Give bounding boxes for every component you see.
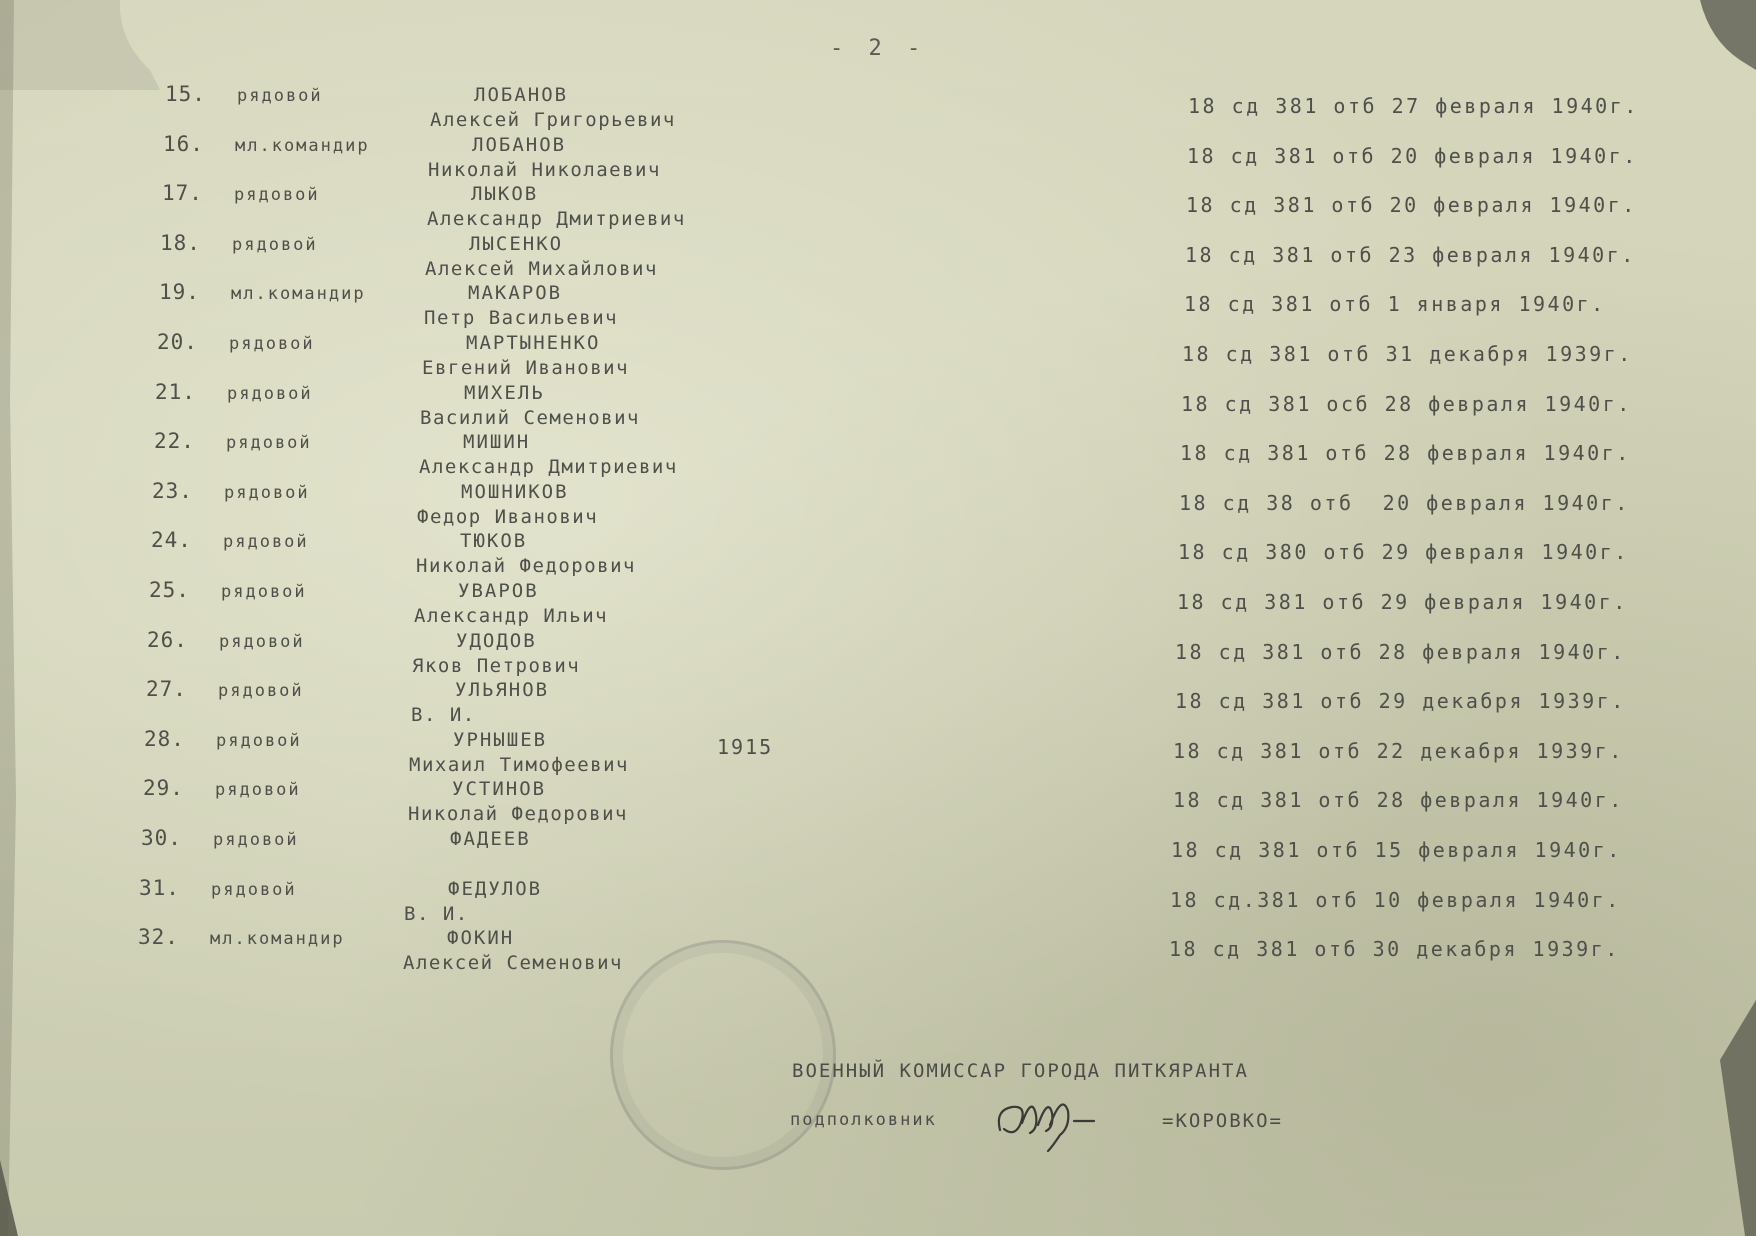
- entry-rank: мл.командир: [231, 284, 366, 305]
- entry-number: 18.: [160, 230, 201, 255]
- list-item: [0, 231, 1756, 281]
- entry-number: 28.: [144, 726, 185, 751]
- entry-unit-date: 18 сд 381 отб 28 февраля 1940г.: [1180, 441, 1631, 466]
- entry-rank: мл.командир: [210, 929, 345, 950]
- entry-given-name: Николай Николаевич: [428, 158, 661, 181]
- entry-surname: УСТИНОВ: [452, 778, 547, 801]
- list-item: [0, 727, 1756, 777]
- entry-rank: рядовой: [219, 631, 305, 652]
- entry-surname: УВАРОВ: [458, 580, 539, 602]
- list-item: [0, 380, 1756, 430]
- entry-rank: рядовой: [237, 86, 323, 106]
- list-item: [0, 280, 1756, 330]
- entry-unit-date: 18 сд 381 отб 29 февраля 1940г.: [1177, 590, 1628, 614]
- entry-unit-date: 18 сд 381 отб 27 февраля 1940г.: [1188, 94, 1639, 118]
- list-item: [0, 628, 1756, 678]
- entry-number: 24.: [151, 528, 192, 553]
- list-item: [0, 826, 1756, 876]
- entry-number: 27.: [146, 677, 187, 702]
- entry-given-name: Александр Дмитриевич: [419, 456, 678, 479]
- entry-surname: МОШНИКОВ: [461, 480, 569, 503]
- entry-surname: МИШИН: [463, 431, 531, 454]
- entry-given-name: Петр Васильевич: [424, 307, 619, 330]
- entry-given-name: Василий Семенович: [420, 406, 640, 429]
- entry-rank: рядовой: [232, 234, 318, 255]
- list-item: [0, 876, 1756, 926]
- list-item: [0, 429, 1756, 479]
- entry-number: 31.: [139, 875, 180, 900]
- entry-number: 21.: [155, 379, 196, 404]
- entry-rank: рядовой: [223, 532, 309, 553]
- entry-surname: ФОКИН: [447, 927, 515, 950]
- entry-unit-date: 18 сд 381 осб 28 февраля 1940г.: [1181, 391, 1632, 416]
- entry-surname: ЛОБАНОВ: [474, 84, 569, 106]
- entry-surname: ФАДЕЕВ: [450, 828, 531, 850]
- entry-number: 15.: [165, 82, 206, 106]
- entry-given-name: В. И.: [411, 704, 476, 727]
- signatory-title: ВОЕННЫЙ КОМИССАР ГОРОДА ПИТКЯРАНТА: [792, 1060, 1249, 1082]
- entry-surname: МАКАРОВ: [468, 282, 563, 305]
- entry-surname: УДОДОВ: [456, 629, 537, 652]
- entry-rank: рядовой: [227, 383, 313, 404]
- list-item: [0, 479, 1756, 529]
- entry-surname: ФЕДУЛОВ: [448, 877, 543, 900]
- list-item: [0, 528, 1756, 578]
- list-item: [0, 776, 1756, 826]
- entry-number: 16.: [163, 131, 204, 156]
- entry-surname: ЛОБАНОВ: [472, 133, 567, 156]
- entry-unit-date: 18 сд 381 отб 28 февраля 1940г.: [1175, 639, 1626, 664]
- entry-number: 32.: [138, 925, 179, 950]
- entry-unit-date: 18 сд 381 отб 23 февраля 1940г.: [1185, 242, 1636, 267]
- entry-unit-date: 18 сд 381 отб 30 декабря 1939г.: [1169, 937, 1620, 962]
- entry-rank: рядовой: [229, 334, 315, 354]
- list-item: [0, 181, 1756, 231]
- entry-given-name: Николай Федорович: [416, 555, 636, 578]
- entry-given-name: Евгений Иванович: [422, 357, 630, 379]
- entry-given-name: Алексей Михайлович: [425, 257, 658, 280]
- entry-given-name: Яков Петрович: [412, 654, 581, 677]
- list-item: [0, 132, 1756, 182]
- handwritten-signature: [990, 1085, 1100, 1155]
- entry-unit-date: 18 сд 381 отб 20 февраля 1940г.: [1187, 143, 1638, 168]
- entry-number: 25.: [149, 578, 190, 602]
- entry-unit-date: 18 сд 38 отб 20 февраля 1940г.: [1179, 490, 1630, 515]
- list-item: [0, 578, 1756, 628]
- entry-number: 30.: [141, 826, 182, 850]
- entry-rank: рядовой: [224, 482, 310, 503]
- entry-rank: рядовой: [215, 780, 301, 801]
- entry-unit-date: 18 сд 381 отб 28 февраля 1940г.: [1173, 788, 1624, 813]
- entry-number: 20.: [157, 330, 198, 354]
- entry-surname: УРНЫШЕВ: [453, 728, 548, 751]
- signatory-name: =КОРОВКО=: [1162, 1110, 1283, 1132]
- entry-unit-date: 18 сд.381 отб 10 февраля 1940г.: [1170, 887, 1621, 912]
- entry-unit-date: 18 сд 381 отб 31 декабря 1939г.: [1182, 342, 1633, 366]
- entry-rank: рядовой: [211, 879, 297, 900]
- entry-surname: УЛЬЯНОВ: [455, 679, 550, 702]
- entry-given-name: В. И.: [404, 902, 469, 925]
- entry-rank: рядовой: [216, 730, 302, 751]
- entry-number: 19.: [159, 280, 200, 305]
- entry-rank: рядовой: [234, 185, 320, 206]
- entry-given-name: Александр Ильич: [414, 605, 609, 627]
- entry-number: 23.: [152, 478, 193, 503]
- entry-rank: рядовой: [221, 582, 307, 602]
- entry-unit-date: 18 сд 381 отб 20 февраля 1940г.: [1186, 193, 1637, 218]
- entry-unit-date: 18 сд 381 отб 29 декабря 1939г.: [1175, 689, 1626, 714]
- entry-given-name: Алексей Семенович: [403, 952, 623, 975]
- list-item: [0, 925, 1756, 975]
- entry-rank: мл.командир: [235, 135, 370, 156]
- entry-number: 26.: [147, 627, 188, 652]
- list-item: [0, 677, 1756, 727]
- page-number: - 2 -: [830, 36, 927, 61]
- entry-rank: рядовой: [218, 681, 304, 702]
- signatory-rank: подполковник: [790, 1110, 937, 1130]
- entry-unit-date: 18 сд 380 отб 29 февраля 1940г.: [1178, 540, 1629, 565]
- official-stamp: [610, 940, 836, 1170]
- entry-birth-year: 1915: [717, 734, 774, 759]
- entry-given-name: Алексей Григорьевич: [430, 109, 676, 131]
- entry-given-name: Николай Федорович: [408, 803, 628, 826]
- entry-given-name: Михаил Тимофеевич: [409, 753, 629, 776]
- entry-number: 17.: [162, 181, 203, 206]
- list-item: [0, 82, 1756, 132]
- entry-number: 22.: [154, 429, 195, 454]
- entry-rank: рядовой: [226, 433, 312, 454]
- entry-number: 29.: [143, 776, 184, 801]
- entry-surname: ТЮКОВ: [460, 530, 528, 553]
- entry-given-name: Александр Дмитриевич: [427, 208, 686, 231]
- entry-surname: МАРТЫНЕНКО: [466, 332, 601, 354]
- entry-given-name: Федор Иванович: [417, 505, 599, 528]
- list-item: [0, 330, 1756, 380]
- entry-surname: ЛЫКОВ: [471, 183, 539, 206]
- entry-unit-date: 18 сд 381 отб 1 января 1940г.: [1184, 292, 1606, 317]
- entry-unit-date: 18 сд 381 отб 22 декабря 1939г.: [1173, 738, 1624, 763]
- entry-surname: МИХЕЛЬ: [464, 381, 545, 404]
- entry-unit-date: 18 сд 381 отб 15 февраля 1940г.: [1171, 838, 1622, 862]
- entry-rank: рядовой: [213, 830, 299, 850]
- entry-surname: ЛЫСЕНКО: [469, 232, 564, 255]
